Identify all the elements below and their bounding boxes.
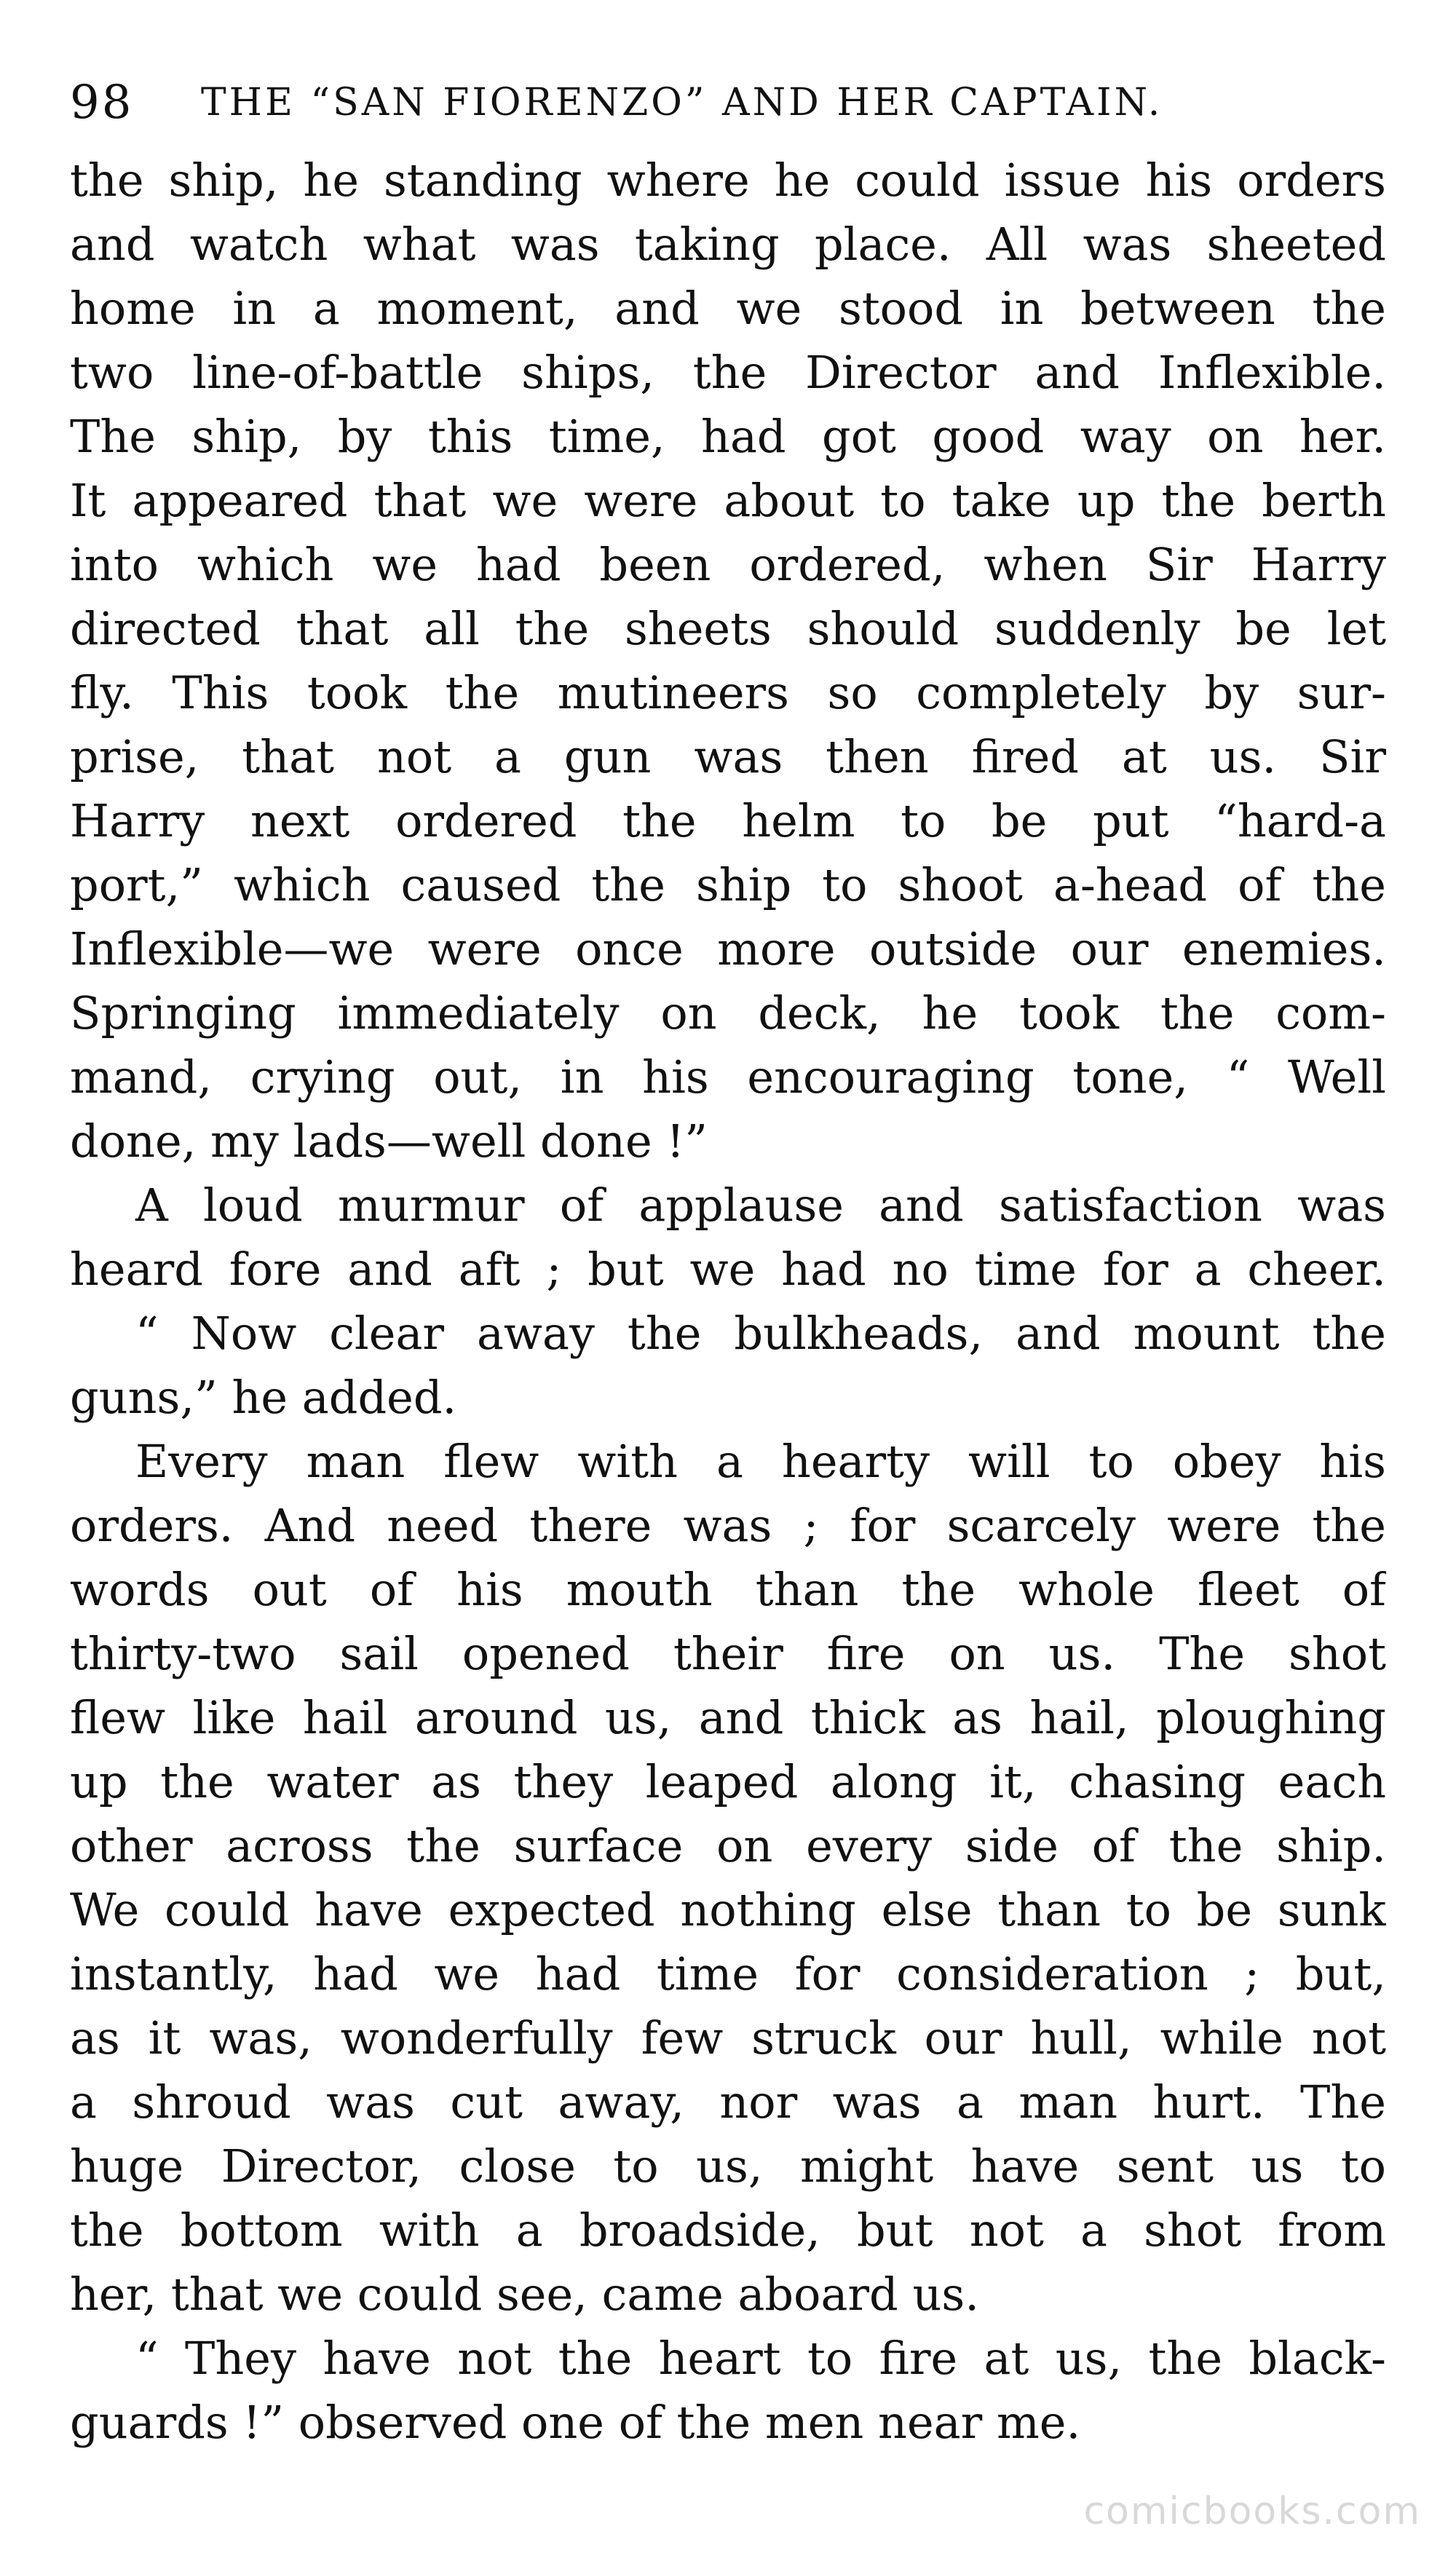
book-page: [70, 70, 1386, 2455]
text-line: the ship, he standing where he could issue his orders: [70, 154, 1386, 207]
text-line: up the water as they leaped along it, chasing each: [70, 1755, 1386, 1808]
running-title: THE “SAN FIORENZO” AND HER CAPTAIN.: [201, 81, 1163, 124]
text-line: as it was, wonderfully few struck our hull, while not: [70, 2011, 1386, 2065]
text-line: port,” which caused the ship to shoot a-head of the: [70, 858, 1386, 911]
text-line: Inflexible—we were once more outside our enemies.: [70, 922, 1386, 975]
text-line: guns,” he added.: [70, 1371, 457, 1424]
text-line: “ They have not the heart to fire at us, the black-: [135, 2332, 1386, 2385]
text-line: words out of his mouth than the whole fleet of: [70, 1563, 1386, 1616]
text-line: other across the surface on every side of the ship.: [70, 1819, 1386, 1872]
text-line: heard fore and aft ; but we had no time for a cheer.: [70, 1243, 1386, 1296]
text-line: Springing immediately on deck, he took the com-: [70, 986, 1386, 1040]
text-line: the bottom with a broadside, but not a shot from: [70, 2204, 1386, 2257]
page-header: [70, 70, 1386, 135]
text-line: It appeared that we were about to take up the berth: [70, 474, 1386, 527]
text-line: fly. This took the mutineers so completely by sur-: [70, 666, 1386, 719]
text-line: two line-of-battle ships, the Director and Inflexible.: [70, 346, 1386, 399]
text-line: mand, crying out, in his encouraging tone, “ Well: [70, 1050, 1386, 1104]
text-line: directed that all the sheets should suddenly be let: [70, 602, 1386, 655]
text-line: a shroud was cut away, nor was a man hurt. The: [70, 2075, 1386, 2129]
text-line: A loud murmur of applause and satisfaction was: [135, 1179, 1386, 1232]
text-line: The ship, by this time, had got good way on her.: [70, 410, 1386, 463]
text-line: We could have expected nothing else than to be sunk: [70, 1883, 1386, 1936]
text-line: her, that we could see, came aboard us.: [70, 2268, 979, 2321]
text-line: guards !” observed one of the men near me.: [70, 2396, 1081, 2449]
text-line: thirty-two sail opened their fire on us. The shot: [70, 1627, 1386, 1680]
text-line: into which we had been ordered, when Sir Harry: [70, 538, 1386, 591]
text-line: Every man flew with a hearty will to obey his: [135, 1435, 1386, 1488]
text-line: Harry next ordered the helm to be put “hard-a: [70, 794, 1386, 847]
text-line: flew like hail around us, and thick as hail, ploughing: [70, 1691, 1386, 1744]
text-line: done, my lads—well done !”: [70, 1115, 708, 1168]
text-line: prise, that not a gun was then fired at us. Sir: [70, 730, 1386, 783]
text-line: home in a moment, and we stood in between the: [70, 282, 1386, 335]
text-line: instantly, had we had time for consideration ; but,: [70, 1947, 1386, 2000]
watermark: comicbooks.com: [1083, 2490, 1421, 2533]
page-number: 98: [70, 76, 134, 130]
text-line: orders. And need there was ; for scarcely were the: [70, 1499, 1386, 1552]
text-line: huge Director, close to us, might have sent us to: [70, 2140, 1386, 2193]
text-line: and watch what was taking place. All was sheeted: [70, 218, 1386, 271]
body-text: [70, 149, 1386, 2455]
text-line: “ Now clear away the bulkheads, and mount the: [135, 1307, 1386, 1360]
